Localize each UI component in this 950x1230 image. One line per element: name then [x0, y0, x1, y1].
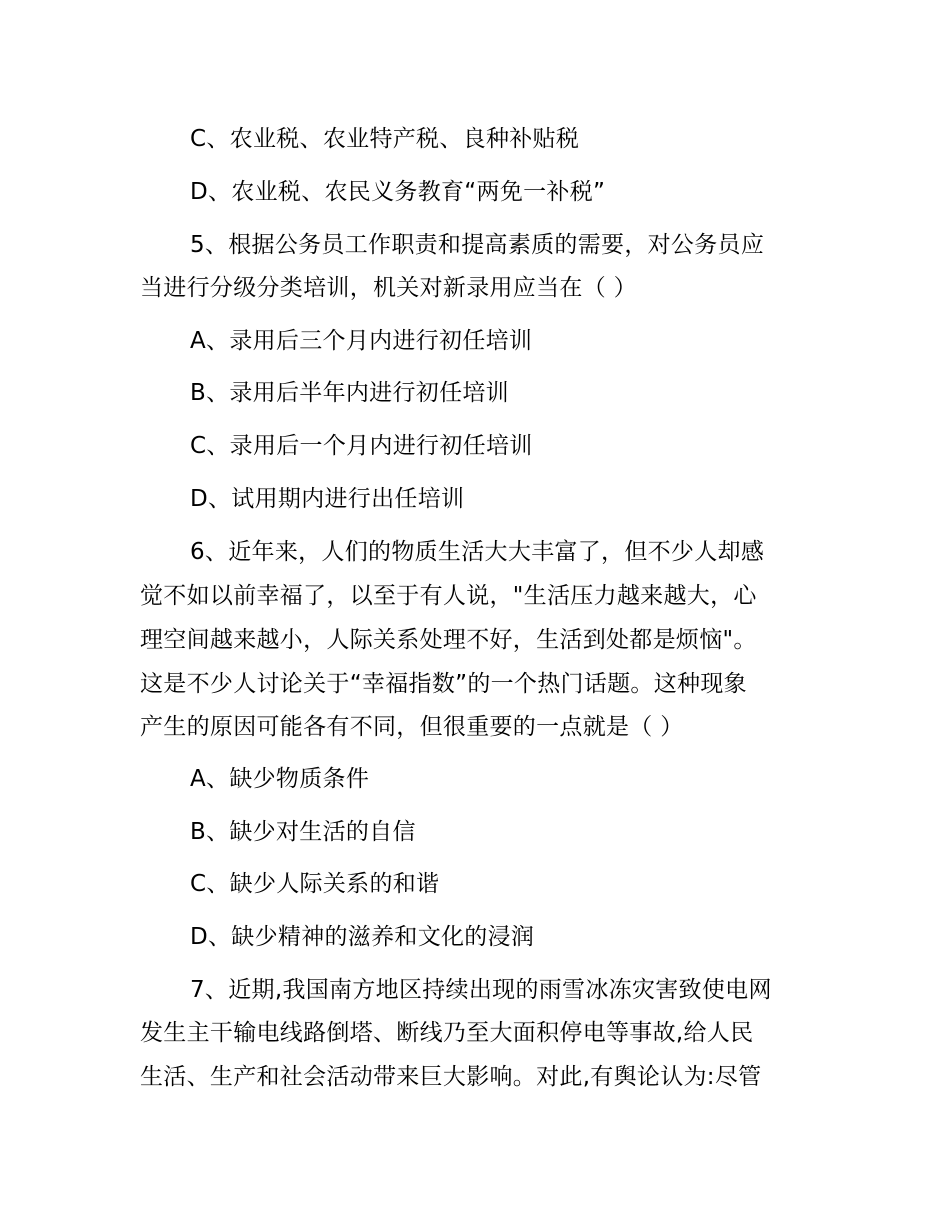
question-7-line-2: 发生主干输电线路倒塔、断线乃至大面积停电等事故,给人民 — [140, 1020, 754, 1046]
question-5-line-1: 5、根据公务员工作职责和提高素质的需要，对公务员应 — [190, 232, 765, 258]
option-a-q6: A、缺少物质条件 — [190, 766, 370, 792]
question-6-line-4: 这是不少人讨论关于“幸福指数”的一个热门话题。这种现象 — [140, 671, 747, 697]
option-d-q4: D、农业税、农民义务教育“两免一补税” — [190, 179, 606, 205]
question-6-line-3: 理空间越来越小，人际关系处理不好，生活到处都是烦恼"。 — [140, 627, 757, 653]
question-7-line-3: 生活、生产和社会活动带来巨大影响。对此,有舆论认为:尽管 — [140, 1064, 762, 1090]
question-6-line-1: 6、近年来，人们的物质生活大大丰富了，但不少人却感 — [190, 539, 765, 565]
option-d-q5: D、试用期内进行出任培训 — [190, 486, 465, 512]
option-a-q5: A、录用后三个月内进行初任培训 — [190, 328, 533, 354]
option-c-q5: C、录用后一个月内进行初任培训 — [190, 433, 533, 459]
question-6-line-5: 产生的原因可能各有不同，但很重要的一点就是（ ） — [140, 714, 684, 740]
question-5-line-2: 当进行分级分类培训，机关对新录用应当在（ ） — [140, 275, 637, 301]
option-c-q4: C、农业税、农业特产税、良种补贴税 — [190, 126, 580, 152]
question-7-line-1: 7、近期,我国南方地区持续出现的雨雪冰冻灾害致使电网 — [190, 977, 772, 1003]
option-b-q6: B、缺少对生活的自信 — [190, 819, 416, 845]
question-6-line-2: 觉不如以前幸福了，以至于有人说，"生活压力越来越大，心 — [140, 583, 757, 609]
option-b-q5: B、录用后半年内进行初任培训 — [190, 380, 509, 406]
option-d-q6: D、缺少精神的滋养和文化的浸润 — [190, 924, 535, 950]
option-c-q6: C、缺少人际关系的和谐 — [190, 871, 440, 897]
